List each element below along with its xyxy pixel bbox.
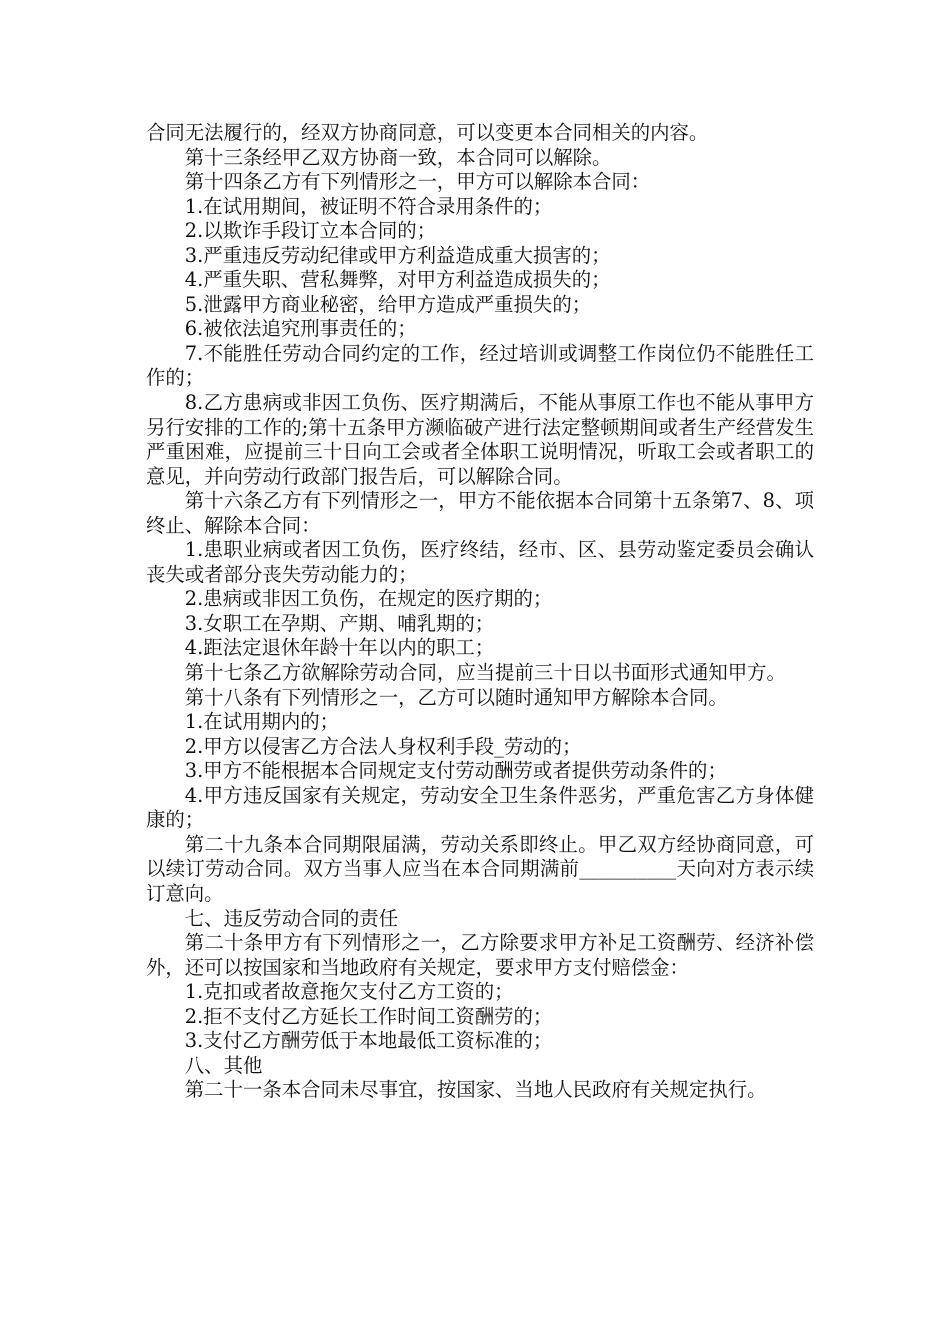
article-14-item-2: 2.以欺诈手段订立本合同的；	[184, 219, 436, 243]
article-14-item-6: 6.被依法追究刑事责任的；	[184, 317, 417, 341]
section-8-heading: 八、其他	[184, 1053, 263, 1077]
article-13: 第十三条经甲乙双方协商一致，本合同可以解除。	[184, 145, 612, 169]
article-20-item-2: 2.拒不支付乙方延长工作时间工资酬劳的；	[184, 1004, 553, 1028]
article-29: 第二十九条本合同期限届满，劳动关系即终止。甲乙双方经协商同意，可以续订劳动合同。双方当事人应当在本合同期满前__________天向对方表示续订意向。	[146, 832, 814, 905]
article-14-item-5: 5.泄露甲方商业秘密，给甲方造成严重损失的；	[184, 292, 592, 316]
article-16-item-3: 3.女职工在孕期、产期、哺乳期的；	[184, 611, 495, 635]
document-page	[146, 121, 814, 1103]
article-16: 第十六条乙方有下列情形之一，甲方不能依据本合同第十五条第7、8、项终止、解除本合同：	[146, 489, 814, 537]
section-7-heading: 七、违反劳动合同的责任	[184, 906, 399, 930]
article-14-item-1: 1.在试用期间，被证明不符合录用条件的；	[184, 194, 553, 218]
article-17: 第十七条乙方欲解除劳动合同，应当提前三十日以书面形式通知甲方。	[184, 661, 786, 685]
article-18: 第十八条有下列情形之一，乙方可以随时通知甲方解除本合同。	[184, 685, 728, 709]
article-18-item-3: 3.甲方不能根据本合同规定支付劳动酬劳或者提供劳动条件的；	[184, 759, 727, 783]
article-14-item-8-and-article-15: 8.乙方患病或非因工负伤、医疗期满后，不能从事原工作也不能从事甲方另行安排的工作的;第十五条甲方濒临破产进行法定整顿期间或者生产经营发生严重困难，应提前三十日向工会或者全体职工说明情况，听取工会或者职工的意见，并向劳动行政部门报告后，可以解除合同。	[146, 391, 814, 488]
article-16-item-1: 1.患职业病或者因工负伤，医疗终结，经市、区、县劳动鉴定委员会确认丧失或者部分丧失劳动能力的；	[146, 538, 814, 586]
paragraph-continuation: 合同无法履行的，经双方协商同意，可以变更本合同相关的内容。	[146, 121, 709, 144]
article-20-item-3: 3.支付乙方酬劳低于本地最低工资标准的；	[184, 1029, 553, 1053]
article-14-item-7: 7.不能胜任劳动合同约定的工作，经过培训或调整工作岗位仍不能胜任工作的；	[146, 341, 814, 390]
article-20: 第二十条甲方有下列情形之一，乙方除要求甲方补足工资酬劳、经济补偿外，还可以按国家和当地政府有关规定，要求甲方支付赔偿金：	[146, 931, 814, 979]
article-18-item-1: 1.在试用期内的；	[184, 710, 340, 734]
article-14-item-4: 4.严重失职、营私舞弊，对甲方利益造成损失的；	[184, 268, 611, 292]
article-20-item-1: 1.克扣或者故意拖欠支付乙方工资的；	[184, 980, 514, 1004]
article-21: 第二十一条本合同未尽事宜，按国家、当地人民政府有关规定执行。	[184, 1078, 767, 1102]
article-16-item-2: 2.患病或非因工负伤，在规定的医疗期的；	[184, 587, 553, 611]
article-18-item-2: 2.甲方以侵害乙方合法人身权利手段_劳动的；	[184, 734, 582, 758]
article-14-item-3: 3.严重违反劳动纪律或甲方利益造成重大损害的；	[184, 243, 611, 267]
article-18-item-4: 4.甲方违反国家有关规定，劳动安全卫生条件恶劣，严重危害乙方身体健康的；	[146, 783, 814, 832]
article-14: 第十四条乙方有下列情形之一，甲方可以解除本合同：	[184, 170, 651, 194]
article-16-item-4: 4.距法定退休年龄十年以内的职工；	[184, 636, 495, 660]
